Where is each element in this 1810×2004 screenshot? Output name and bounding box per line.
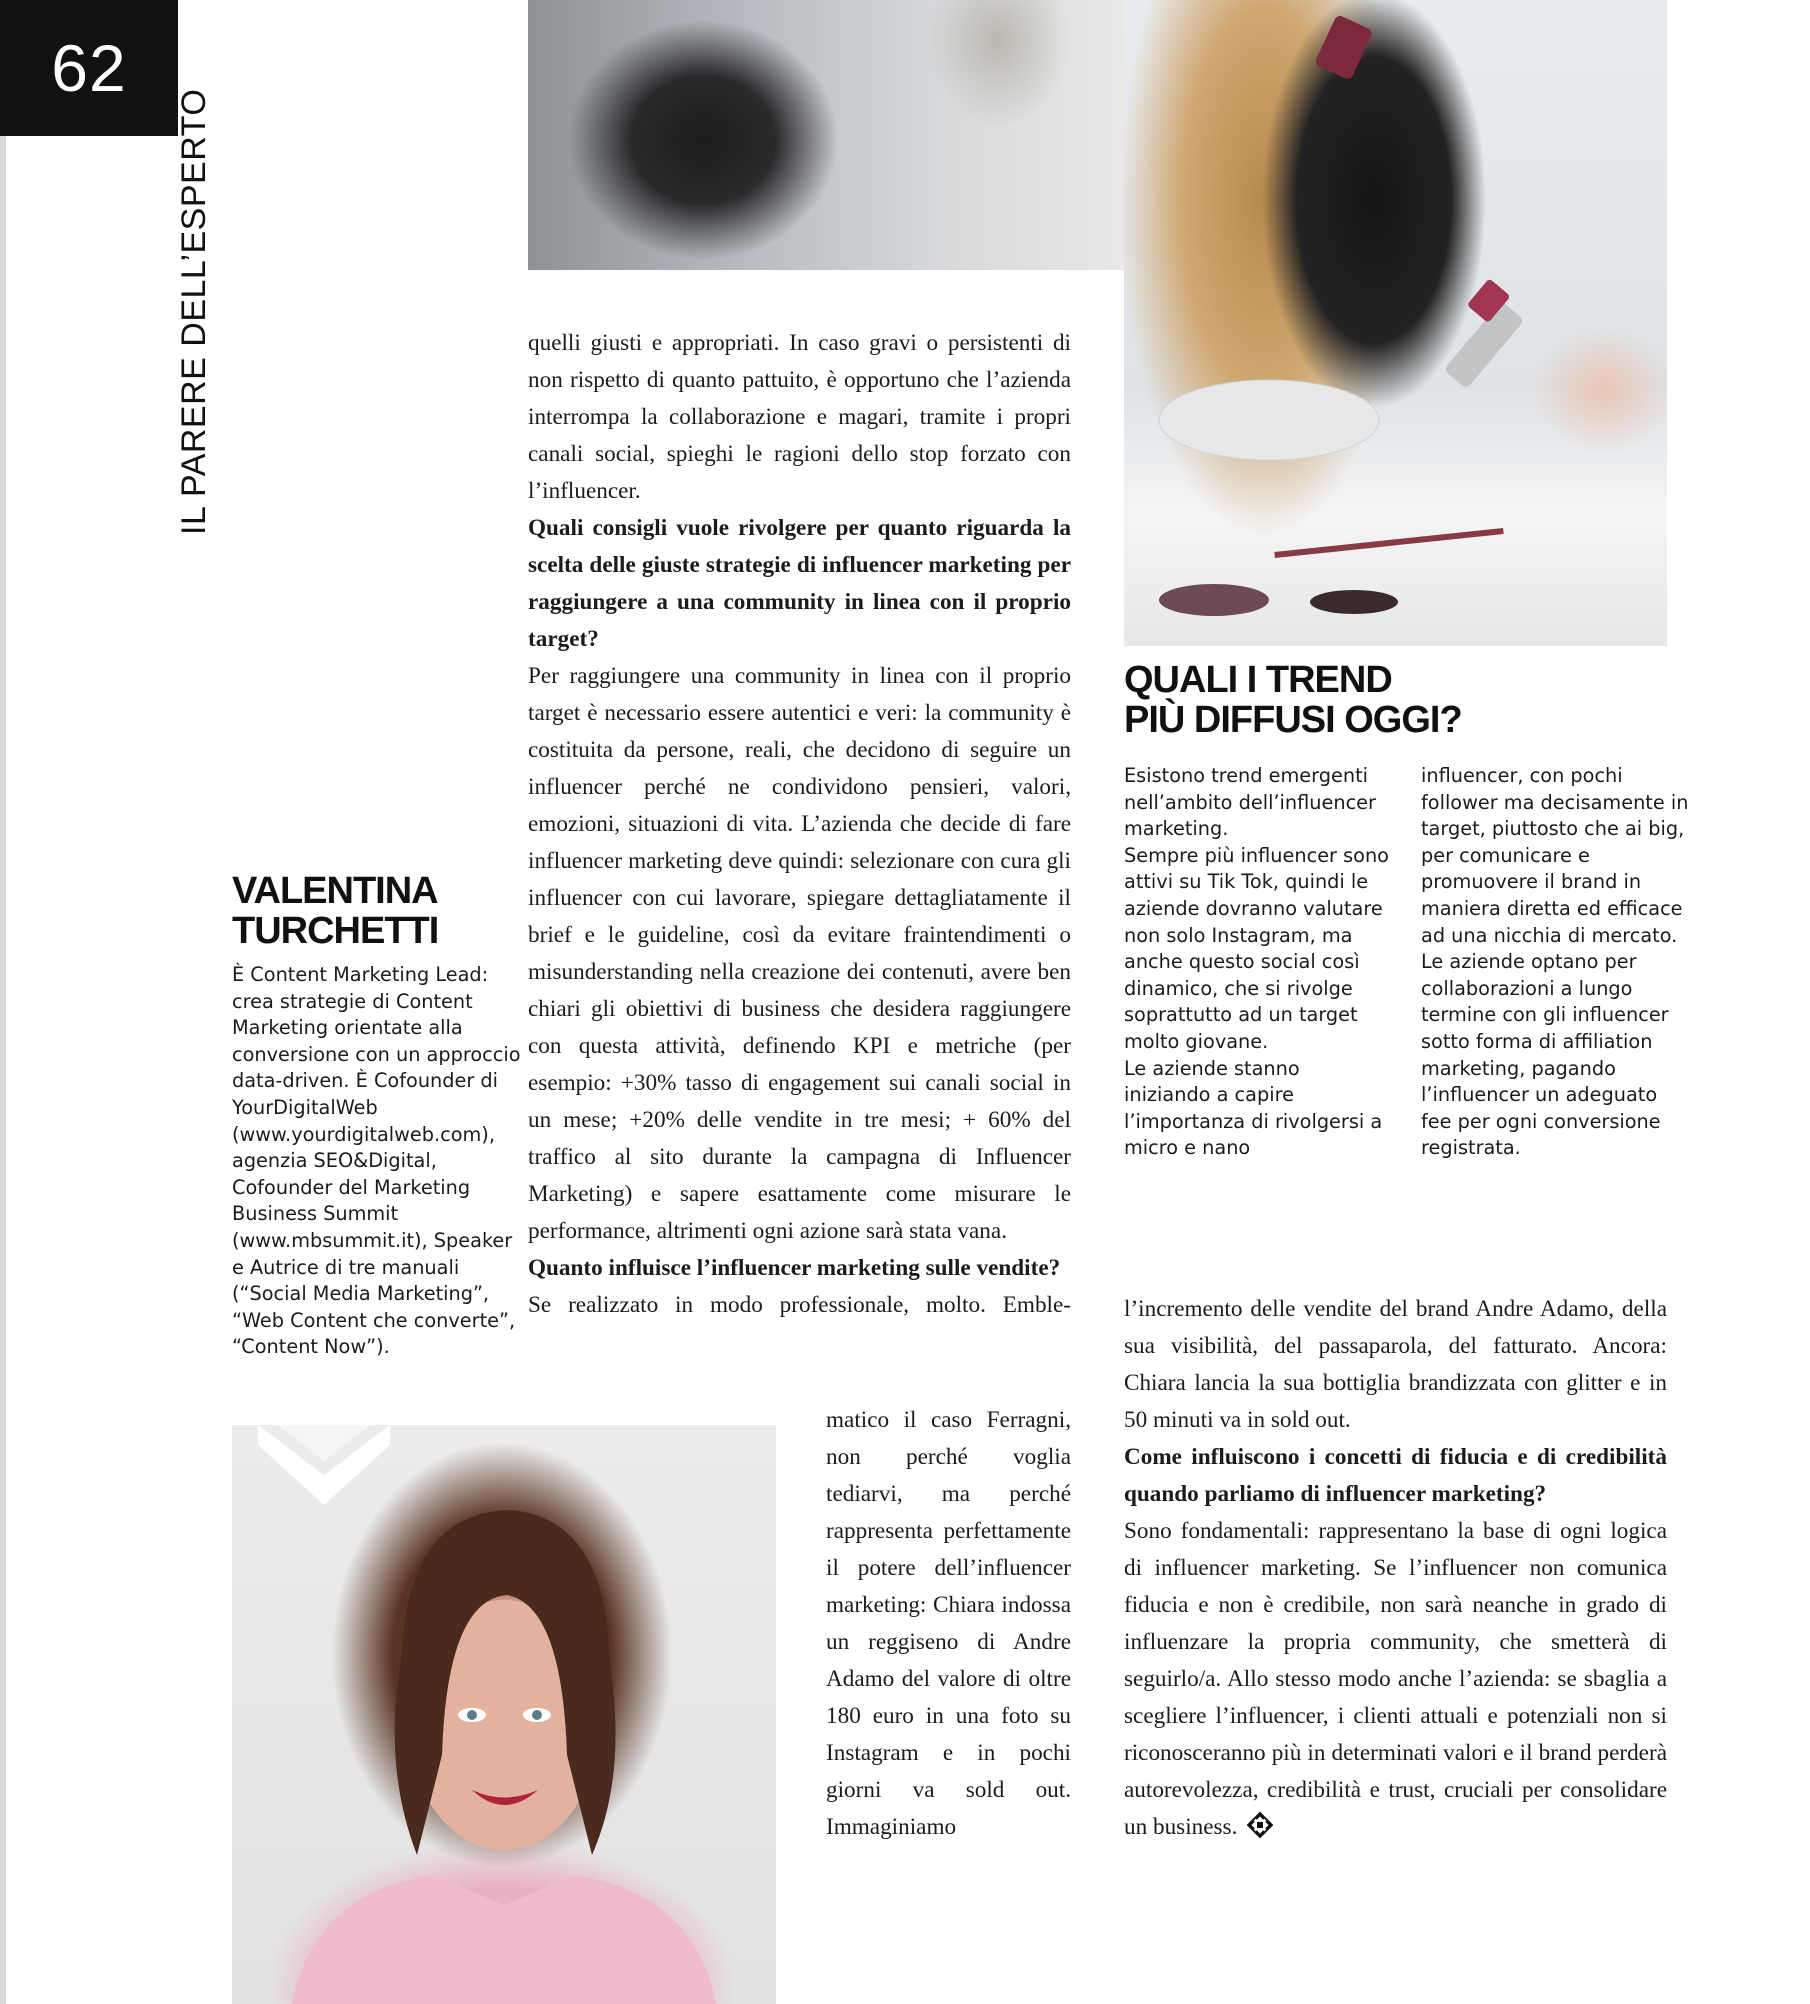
trend-col2-text: influencer, con pochi follower ma decisamente in target, piuttosto che ai big, per comunicare e promuovere il brand in maniera diretta ed efficace ad una nicchia di mercato. Le aziende optano per collaborazioni a lungo termine con gli influencer sotto forma di affiliation marketing, pagando l’influencer un adeguato fee per ogni conversione registrata. <box>1421 764 1689 1160</box>
lipstick-illustration <box>1124 0 1667 646</box>
article-paragraph-4-wrap <box>1124 1513 1667 1846</box>
article-paragraph-3-start: Se realizzato in modo professionale, molto. Emble- <box>528 1292 1071 1318</box>
article-paragraph-3-narrow: matico il caso Ferragni, non perché voglia tediarvi, ma perché rappresenta perfettamente il potere dell’influencer marketing: Chiara indossa un reggiseno di Andre Adamo del valore di oltre 180 euro in una foto su Instagram e in pochi giorni va sold out. Immaginiamo <box>826 1407 1071 1840</box>
page-edge <box>0 0 6 2004</box>
question-2: Quanto influisce l’influencer marketing sulle vendite? <box>528 1255 1061 1281</box>
portrait-illustration <box>232 1425 776 2004</box>
article-paragraph-2: Per raggiungere una community in linea con il proprio target è necessario essere autentici e veri: la community è costituita da persone, reali, che decidono di seguire un influencer perché ne condividono pensieri, valori, emozioni, situazioni di vita. L’azienda che decide di fare influencer marketing deve quindi: selezionare con cura gli influencer con cui lavorare, spiegare dettagliatamente il brief e le guideline, così da evitare fraintendimenti o misunderstanding nella creazione dei contenuti, avere ben chiari gli obiettivi di business che desidera raggiungere con questa attività, definendo KPI e metriche (per esempio: +30% tasso di engagement sui canali social in un mese; +20% delle vendite in tre mesi; + 60% del traffico al sito durante la campagna di Influencer Marketing) e sapere esattamente come misurare le performance, altrimenti ogni azione sarà stata vana. <box>528 663 1071 1244</box>
article-column-narrow <box>826 1402 1071 1846</box>
article-paragraph-4: Sono fondamentali: rappresentano la base di ogni logica di influencer marketing. Se l’influencer non comunica fiducia e non è credibile, non sarà neanche in grado di influenzare la propria community, che smetterà di seguirlo/a. Allo stesso modo anche l’azienda: se sbaglia a scegliere l’influencer, i clienti attuali e potenziali non si riconosceranno più in determinati valori e il brand perderà autorevolezza, credibilità e trust, cruciali per consolidare un business. <box>1124 1518 1667 1840</box>
article-column-main <box>528 325 1071 1324</box>
trend-col1-text: Esistono trend emergenti nell’ambito dell’influencer marketing. Sempre più influencer sono attivi su Tik Tok, quindi le aziende dovranno valutare non solo Instagram, ma anche questo social così dinamico, che si rivolge soprattutto ad un target molto giovane. Le aziende stanno iniziando a capire l’importanza di rivolgersi a micro e nano <box>1124 764 1389 1160</box>
lipstick-photo <box>1124 0 1667 646</box>
camera-photo <box>528 0 1124 270</box>
author-name-line2: TURCHETTI <box>232 910 439 952</box>
end-of-article-icon <box>1247 1812 1273 1838</box>
author-bio <box>232 962 522 1361</box>
author-name-line1: VALENTINA <box>232 870 438 912</box>
author-portrait <box>232 1425 776 2004</box>
article-paragraph-1: quelli giusti e appropriati. In caso gravi o persistenti di non rispetto di quanto pattuito, è opportuno che l’azienda interrompa la collaborazione e magari, tramite i propri canali social, spieghi le ragioni dello stop forzato con l’influencer. <box>528 330 1071 504</box>
section-label: IL PARERE DELL’ESPERTO <box>175 88 213 535</box>
decorative-chevron <box>258 1425 390 1505</box>
question-3: Come influiscono i concetti di fiducia e di credibilità quando parliamo di influencer marketing? <box>1124 1444 1667 1507</box>
question-1: Quali consigli vuole rivolgere per quanto riguarda la scelta delle giuste strategie di influencer marketing per raggiungere a una community in linea con il proprio target? <box>528 515 1071 652</box>
article-column-right <box>1124 1291 1667 1846</box>
trend-heading-line1: QUALI I TREND <box>1124 659 1392 701</box>
trend-box-heading <box>1124 660 1667 740</box>
article-paragraph-3-right: l’incremento delle vendite del brand Andre Adamo, della sua visibilità, del passaparola, del fatturato. Ancora: Chiara lancia la sua bottiglia brandizzata con glitter e in 50 minuti va in sold out. <box>1124 1296 1667 1433</box>
trend-box-column-1 <box>1124 763 1392 1162</box>
author-name <box>232 871 532 951</box>
trend-box-column-2 <box>1421 763 1691 1162</box>
page-number: 62 <box>0 0 178 136</box>
trend-heading-line2: PIÙ DIFFUSI OGGI? <box>1124 699 1462 741</box>
author-bio-text: È Content Marketing Lead: crea strategie di Content Marketing orientate alla conversione con un approccio data-driven. È Cofounder di YourDigitalWeb (www.yourdigitalweb.com), agenzia SEO&Digital, Cofounder del Marketing Business Summit (www.mbsummit.it), Speaker e Autrice di tre manuali (“Social Media Marketing”, “Web Content che converte”, “Content Now”). <box>232 963 521 1359</box>
